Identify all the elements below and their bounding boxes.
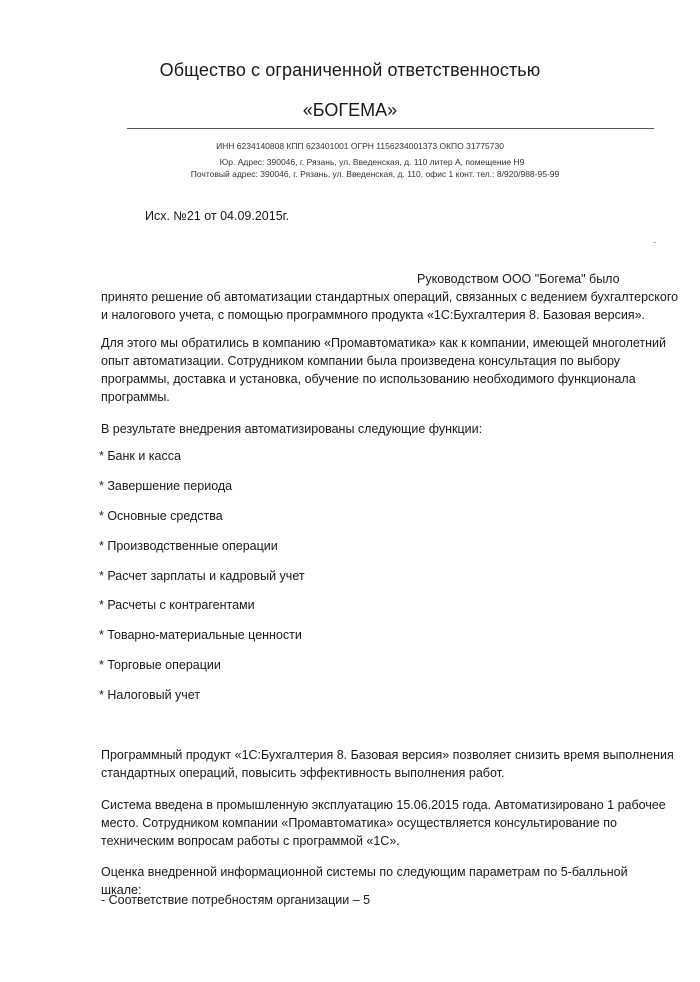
benefits-paragraph xyxy=(101,746,674,782)
function-item: * Производственные операции xyxy=(99,539,278,553)
intro-paragraph xyxy=(101,270,679,324)
org-full-name: Общество с ограниченной ответственностью xyxy=(159,60,541,80)
intro-line: Руководством ООО "Богема" было xyxy=(417,272,620,286)
functions-heading: В результате внедрения автоматизированы следующие функции: xyxy=(101,422,483,436)
rating-item: - Соответствие потребностям организации – 5 xyxy=(101,893,371,907)
paragraph-line: Для этого мы обратились в компанию «Промавтоматика» как к компании, имеющей многолетний xyxy=(101,336,667,350)
paragraph-line: стандартных операций, повысить эффективность выполнения работ. xyxy=(101,766,505,780)
function-item: * Торговые операции xyxy=(99,658,221,672)
legal-address: Юр. Адрес: 390046, г. Рязань, ул. Введенская, д. 110 литер А, помещение Н9 xyxy=(219,157,525,167)
paragraph-line: Программный продукт «1С:Бухгалтерия 8. Базовая версия» позволяет снизить время выполнения xyxy=(101,748,674,762)
function-item: * Банк и касса xyxy=(99,449,181,463)
outgoing-number: Исх. №21 от 04.09.2015г. xyxy=(145,209,290,223)
header-divider xyxy=(127,128,654,129)
intro-line: и налогового учета, с помощью программного продукта «1С:Бухгалтерия 8. Базовая версия». xyxy=(101,308,646,322)
intro-line: принято решение об автоматизации стандартных операций, связанных с ведением бухгалтерского xyxy=(101,290,679,304)
paragraph-line: программы. xyxy=(101,390,170,404)
paragraph-line: техническим вопросам работы с программой «1С». xyxy=(101,834,400,848)
function-item: * Завершение периода xyxy=(99,479,233,493)
function-item: * Товарно-материальные ценности xyxy=(99,628,302,642)
function-item: * Основные средства xyxy=(99,509,223,523)
paragraph-line: программы, доставка и установка, обучение по использованию необходимого функционала xyxy=(101,372,636,386)
consulting-paragraph xyxy=(101,334,667,406)
requisites-line: ИНН 6234140808 КПП 623401001 ОГРН 1156234001373 ОКПО 31775730 xyxy=(216,141,504,151)
paragraph-line: Система введена в промышленную эксплуатацию 15.06.2015 года. Автоматизировано 1 рабочее xyxy=(101,798,666,812)
deployment-paragraph xyxy=(101,796,666,850)
function-item: * Расчет зарплаты и кадровый учет xyxy=(99,569,305,583)
function-item: * Расчеты с контрагентами xyxy=(99,598,255,612)
margin-mark: - xyxy=(653,237,656,247)
postal-address: Почтовый адрес: 390046, г. Рязань, ул. Введенская, д. 110, офис 1 конт. тел.: 8/920/988-95-99 xyxy=(190,169,560,179)
paragraph-line: опыт автоматизации. Сотрудником компании была произведена консультация по выбору xyxy=(101,354,621,368)
paragraph-line: место. Сотрудником компании «Промавтоматика» осуществляется консультирование по xyxy=(101,816,617,830)
org-short-name: «БОГЕМА» xyxy=(302,100,398,120)
rating-intro: Оценка внедренной информационной системы по следующим параметрам по 5-балльной шкале: xyxy=(101,865,628,897)
function-item: * Налоговый учет xyxy=(99,688,201,702)
